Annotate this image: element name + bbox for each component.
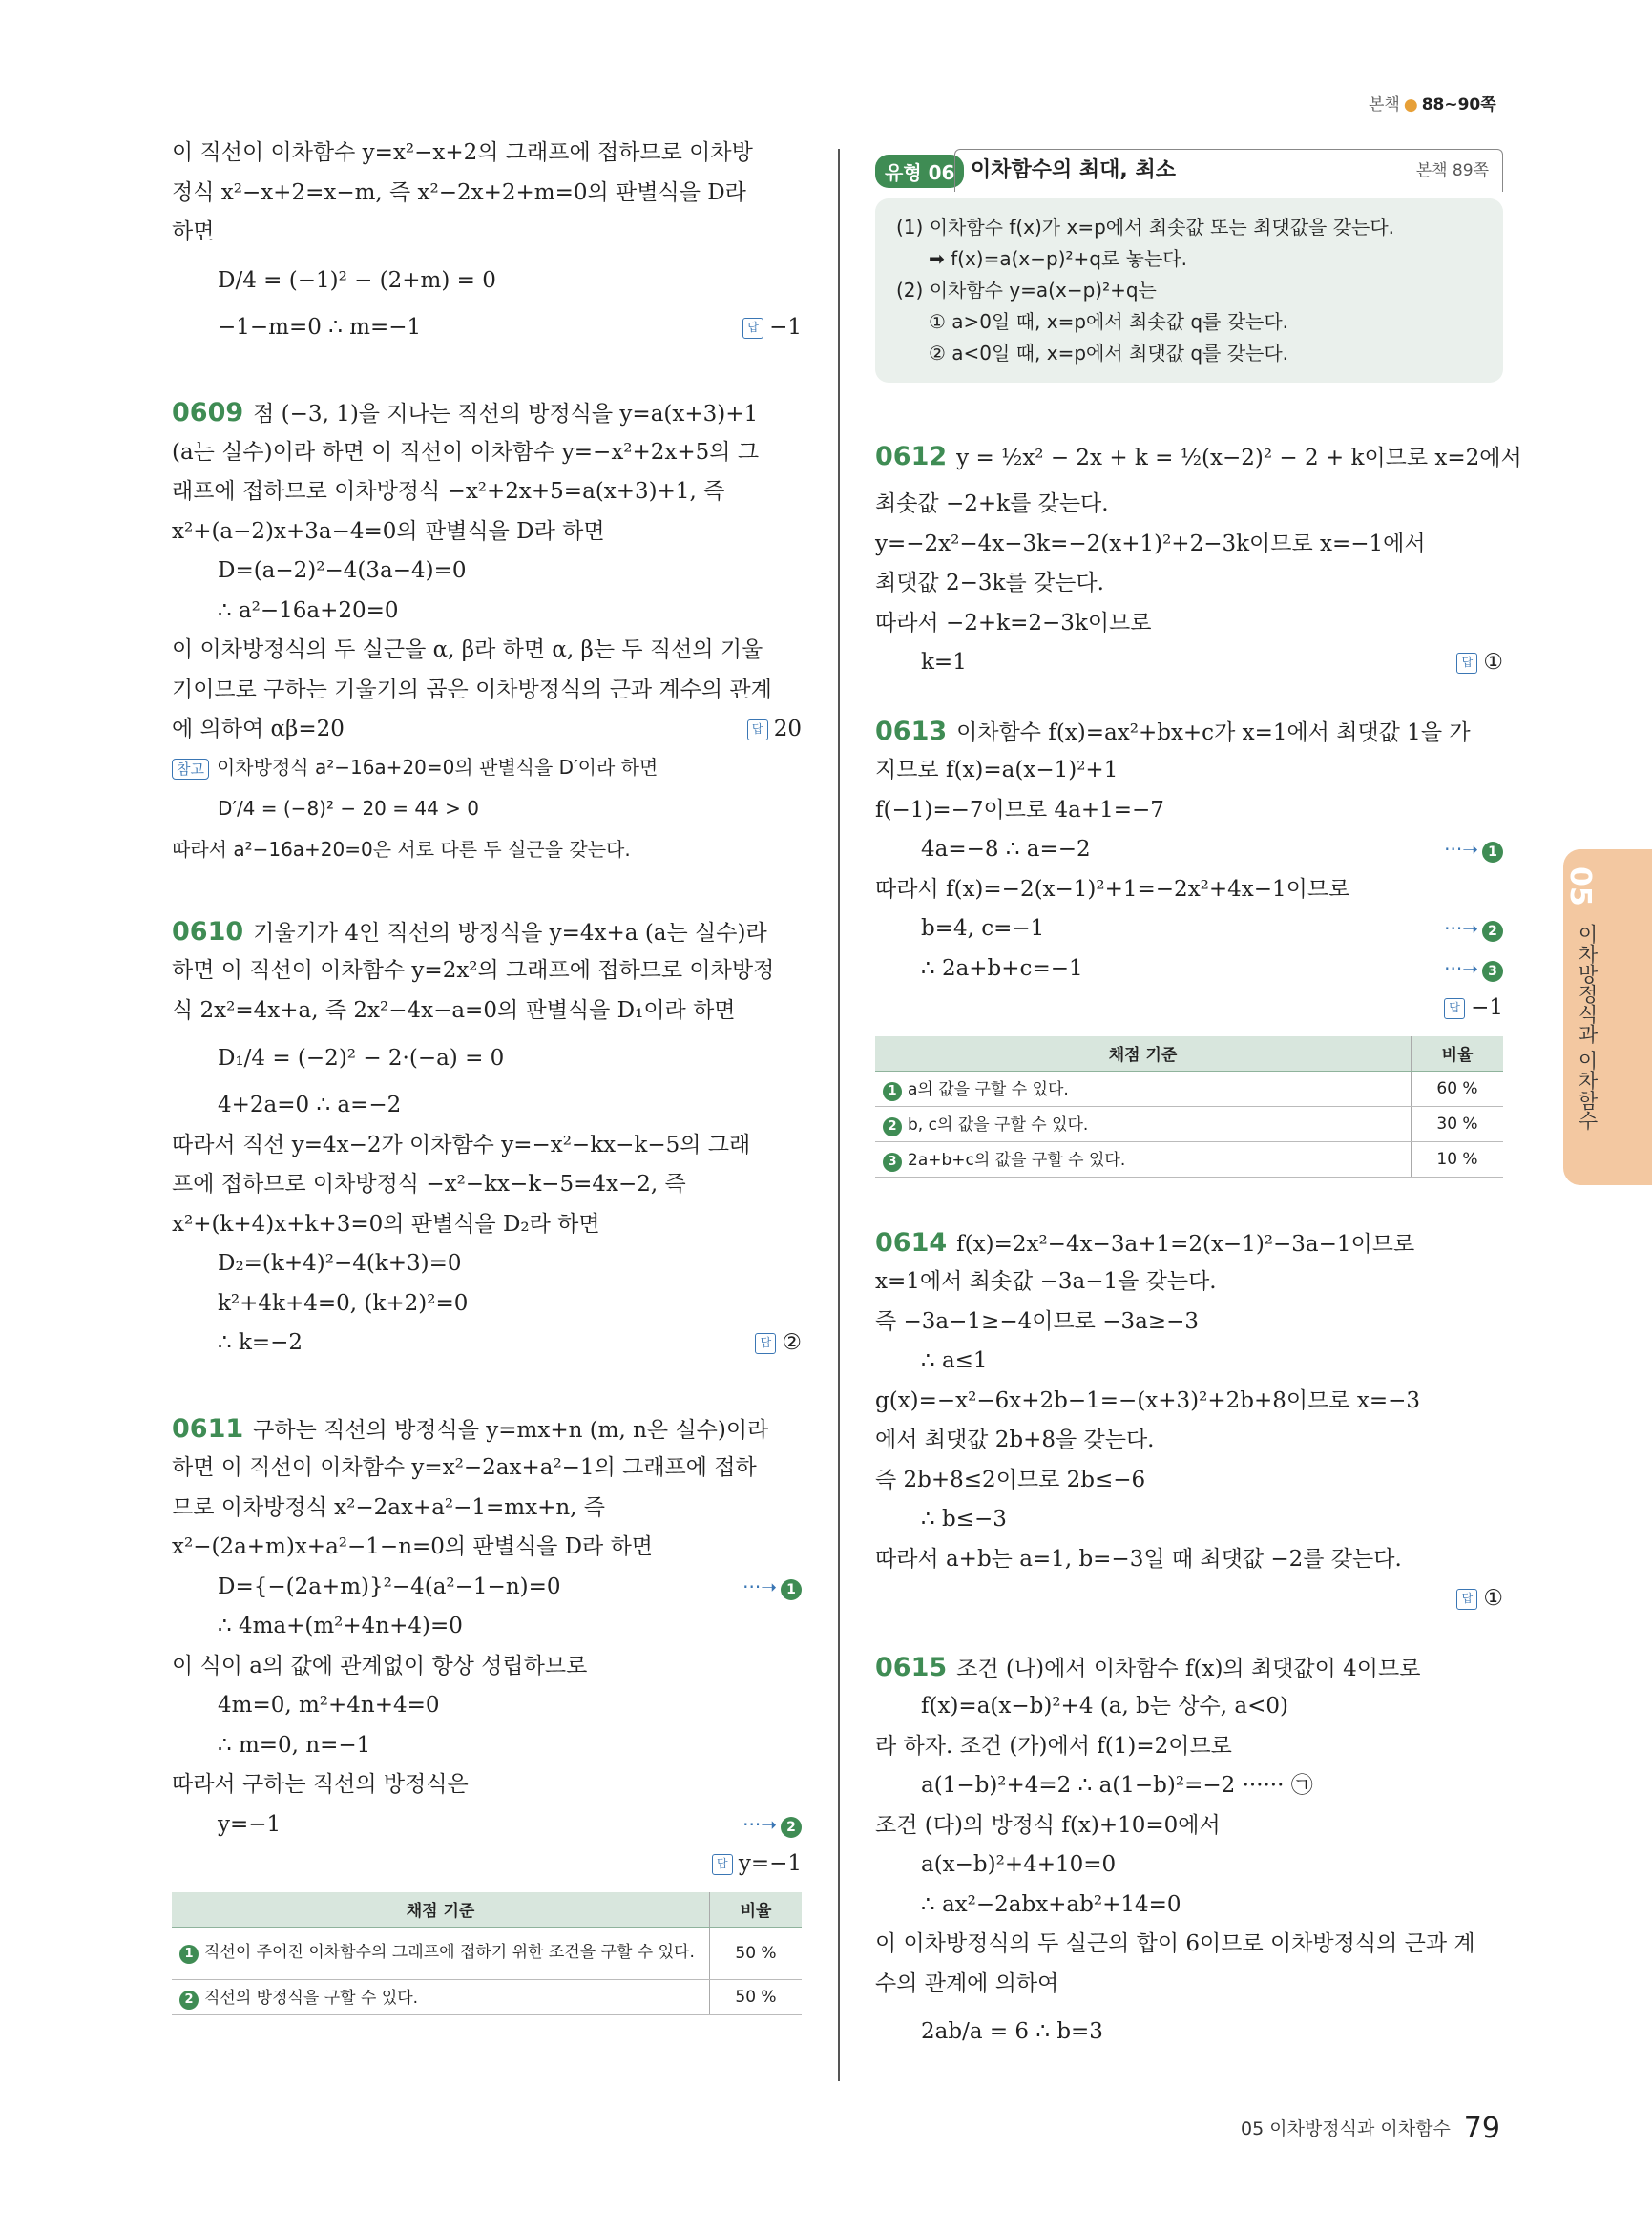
step-arrow-icon: ···➝: [742, 1574, 777, 1598]
text-line: 따라서 직선 y=4x−2가 이차함수 y=−x²−kx−k−5의 그래: [172, 1132, 751, 1157]
answer-icon: 답: [1456, 1589, 1477, 1610]
table-header-cell: 비율: [710, 1892, 803, 1928]
table-cell: 10 %: [1412, 1141, 1504, 1177]
criteria-number: 2: [883, 1117, 902, 1136]
type-title-text: 이차함수의 최대, 최소: [971, 158, 1176, 182]
equation-line: [875, 909, 1503, 949]
equation-line: ∴ a≤1: [921, 1348, 988, 1373]
equation-line: [172, 308, 802, 348]
step-marker: [1444, 949, 1503, 990]
text: 기울기가 4인 직선의 방정식을 y=4x+a (a는 실수)라: [253, 920, 767, 946]
text-line: 에서 최댓값 2b+8을 갖는다.: [875, 1428, 1155, 1452]
problem-0615: [875, 1648, 1503, 2060]
equation-line: 4m=0, m²+4n+4=0: [218, 1693, 440, 1718]
criteria-number: 1: [883, 1082, 902, 1101]
answer: [1456, 1579, 1503, 1619]
answer-icon: 답: [742, 318, 763, 339]
criteria-number: 2: [179, 1991, 199, 2010]
answer-line: [875, 1579, 1503, 1619]
text-line: x=1에서 최솟값 −3a−1을 갖는다.: [875, 1269, 1217, 1294]
type-line: ② a<0일 때, x=p에서 최댓값 q를 갖는다.: [929, 342, 1289, 365]
text-line: [875, 1648, 1503, 1688]
text-line: 최댓값 2−3k를 갖는다.: [875, 571, 1104, 595]
chapter-tab-number: 05: [1563, 866, 1597, 907]
text-line: 기이므로 구하는 기울기의 곱은 이차방정식의 근과 계수의 관계: [172, 677, 772, 702]
equation-line: k²+4k+4=0, (k+2)²=0: [218, 1290, 469, 1316]
text-line: [875, 1223, 1503, 1263]
text-line: 즉 2b+8≤2이므로 2b≤−6: [875, 1467, 1146, 1492]
type-line: (1) 이차함수 f(x)가 x=p에서 최솟값 또는 최댓값을 갖는다.: [896, 216, 1395, 239]
equation-text: b=4, c=−1: [921, 916, 1045, 941]
problem-0610: [172, 912, 802, 1364]
criteria-text: 직선의 방정식을 구할 수 있다.: [204, 1989, 419, 2008]
text-line: g(x)=−x²−6x+2b−1=−(x+3)²+2b+8이므로 x=−3: [875, 1387, 1421, 1413]
problem-number: 0612: [875, 442, 948, 471]
type-title: [954, 149, 1503, 192]
criteria-number: 3: [883, 1153, 902, 1172]
problem-number: 0611: [172, 1413, 244, 1444]
note-text: 이차방정식 a²−16a+20=0의 판별식을 D′이라 하면: [216, 755, 659, 779]
answer: [1456, 643, 1503, 683]
criteria-text: a의 값을 구할 수 있다.: [908, 1080, 1069, 1099]
answer: [755, 1324, 802, 1364]
equation-line: [172, 1568, 802, 1608]
table-row: [875, 1106, 1503, 1141]
criteria-number: 1: [179, 1945, 199, 1964]
text-line: 수의 관계에 의하여: [875, 1970, 1059, 1996]
equation-text: ∴ 2a+b+c=−1: [921, 955, 1083, 981]
note-line: [172, 750, 802, 784]
problem-0613: [875, 712, 1503, 1178]
equation-line: ∴ m=0, n=−1: [218, 1732, 371, 1758]
equation-line: [875, 643, 1503, 683]
answer: [1444, 989, 1503, 1029]
text-line: [172, 393, 802, 433]
equation-line: D/4 = (−1)² − (2+m) = 0: [218, 267, 496, 293]
text: 이차함수 f(x)=ax²+bx+c가 x=1에서 최댓값 1을 가: [956, 719, 1471, 745]
text-line: 래프에 접하므로 이차방정식 −x²+2x+5=a(x+3)+1, 즉: [172, 479, 725, 504]
step-number: 2: [1482, 921, 1503, 942]
text-line: 이 이차방정식의 두 실근을 α, β라 하면 α, β는 두 직선의 기울: [172, 637, 763, 662]
equation-line: ∴ 4ma+(m²+4n+4)=0: [218, 1614, 463, 1638]
text: 에 의하여 αβ=20: [172, 717, 345, 741]
answer-value: ①: [1483, 1586, 1503, 1611]
type-box: [875, 149, 1503, 383]
scoring-table: [875, 1036, 1503, 1178]
column-divider: [838, 149, 840, 2081]
text-line: x²−(2a+m)x+a²−1−n=0의 판별식을 D라 하면: [172, 1534, 654, 1559]
problem-number: 0610: [172, 916, 244, 947]
answer-line: [172, 1845, 802, 1885]
equation-line: f(x)=a(x−b)²+4 (a, b는 상수, a<0): [921, 1694, 1288, 1719]
note-equation: D′/4 = (−8)² − 20 = 44 > 0: [218, 796, 480, 820]
text-line: 하면 이 직선이 이차함수 y=x²−2ax+a²−1의 그래프에 접하: [172, 1455, 757, 1480]
answer-line: [875, 989, 1503, 1029]
problem-number: 0613: [875, 716, 948, 746]
text-line: x²+(k+4)x+k+3=0의 판별식을 D₂라 하면: [172, 1211, 600, 1237]
text-line: 즉 −3a−1≥−4이므로 −3a≥−3: [875, 1308, 1199, 1334]
equation-line: [172, 1805, 802, 1845]
table-row: [875, 1141, 1503, 1177]
footer-chapter: 05 이차방정식과 이차함수: [1241, 2118, 1451, 2139]
table-cell: [875, 1071, 1412, 1106]
text-line: 따라서 구하는 직선의 방정식은: [172, 1772, 469, 1797]
text-line: [172, 912, 802, 952]
header-pages: 88~90쪽: [1421, 95, 1496, 115]
type-body: [875, 198, 1503, 383]
text-line: 므로 이차방정식 x²−2ax+a²−1=mx+n, 즉: [172, 1494, 606, 1520]
step-arrow-icon: ···➝: [1444, 838, 1478, 861]
text-line: [875, 429, 1522, 485]
text: y = ½x² − 2x + k = ½(x−2)² − 2 + k이므로 x=2에서: [956, 446, 1522, 470]
text-line: 이 이차방정식의 두 실근의 합이 6이므로 이차방정식의 근과 계: [875, 1931, 1475, 1956]
text-line: 따라서 −2+k=2−3k이므로: [875, 610, 1152, 636]
left-column: [172, 134, 802, 2015]
equation-line: a(1−b)²+4=2 ∴ a(1−b)²=−2 ······ ㉠: [921, 1773, 1313, 1798]
equation-line: D=(a−2)²−4(3a−4)=0: [218, 558, 467, 583]
answer-value: 20: [773, 717, 802, 741]
right-column: [875, 429, 1522, 2059]
step-number: 2: [781, 1817, 802, 1838]
table-row: [875, 1071, 1503, 1106]
table-header-cell: 채점 기준: [172, 1892, 710, 1928]
step-number: 1: [1482, 842, 1503, 863]
answer-value: y=−1: [738, 1851, 802, 1876]
header-prefix: 본책: [1369, 95, 1400, 115]
table-cell: [875, 1141, 1412, 1177]
answer-value: ①: [1483, 650, 1503, 675]
equation-text: y=−1: [218, 1811, 282, 1837]
text-line: 프에 접하므로 이차방정식 −x²−kx−k−5=4x−2, 즉: [172, 1172, 686, 1197]
equation-line: a(x−b)²+4+10=0: [921, 1852, 1117, 1877]
text-line: 이 직선이 이차함수 y=x²−x+2의 그래프에 접하므로 이차방: [172, 140, 753, 165]
chapter-tab-title: 이차방정식과 이차함수: [1576, 924, 1599, 1131]
header-dot-icon: ●: [1403, 95, 1418, 115]
equation-text: 4a=−8 ∴ a=−2: [921, 837, 1091, 862]
type-line: ① a>0일 때, x=p에서 최솟값 q를 갖는다.: [929, 310, 1289, 333]
table-cell: [875, 1106, 1412, 1141]
step-arrow-icon: ···➝: [742, 1812, 777, 1836]
problem-number: 0609: [172, 398, 244, 427]
text-line: [875, 712, 1503, 752]
answer: [712, 1845, 802, 1885]
problem-number: 0615: [875, 1652, 948, 1682]
equation-line: 2ab/a = 6 ∴ b=3: [921, 2019, 1103, 2044]
answer-value: −1: [769, 314, 802, 340]
text-line: [172, 710, 802, 750]
step-marker: [1444, 830, 1503, 870]
problem-0614: [875, 1223, 1503, 1619]
text-line: 따라서 f(x)=−2(x−1)²+1=−2x²+4x−1이므로: [875, 876, 1350, 902]
criteria-text: b, c의 값을 구할 수 있다.: [908, 1116, 1089, 1135]
text-line: y=−2x²−4x−3k=−2(x+1)²+2−3k이므로 x=−1에서: [875, 531, 1426, 556]
equation-line: ∴ ax²−2abx+ab²+14=0: [921, 1891, 1181, 1917]
table-header: [172, 1892, 802, 1928]
equation-line: D₂=(k+4)²−4(k+3)=0: [218, 1251, 462, 1276]
equation-line: ∴ b≤−3: [921, 1507, 1007, 1532]
note-tag: 참고: [172, 759, 209, 780]
equation-text: −1−m=0 ∴ m=−1: [218, 314, 422, 340]
equation-line: [875, 830, 1503, 870]
table-cell: 50 %: [710, 1927, 803, 1979]
equation-line: ∴ a²−16a+20=0: [218, 597, 399, 623]
answer-icon: 답: [1444, 998, 1465, 1019]
equation-line: 4+2a=0 ∴ a=−2: [218, 1093, 402, 1117]
answer-icon: 답: [755, 1333, 776, 1354]
answer-icon: 답: [1456, 653, 1477, 674]
step-arrow-icon: ···➝: [1444, 917, 1478, 940]
table-cell: 60 %: [1412, 1071, 1504, 1106]
table-header: [875, 1036, 1503, 1072]
answer: [747, 710, 802, 750]
table-row: [172, 1979, 802, 2014]
problem-0611: [172, 1409, 802, 2015]
scoring-table: [172, 1892, 802, 2015]
text-line: x²+(a−2)x+3a−4=0의 판별식을 D라 하면: [172, 518, 605, 544]
text-line: 식 2x²=4x+a, 즉 2x²−4x−a=0의 판별식을 D₁이라 하면: [172, 997, 736, 1023]
equation-text: D={−(2a+m)}²−4(a²−1−n)=0: [218, 1574, 561, 1599]
equation-line: D₁/4 = (−2)² − 2·(−a) = 0: [218, 1046, 505, 1071]
table-header-cell: 채점 기준: [875, 1036, 1412, 1072]
table-row: [172, 1927, 802, 1979]
type-line: (2) 이차함수 y=a(x−p)²+q는: [896, 279, 1157, 302]
equation-line: [875, 949, 1503, 990]
table-cell: 50 %: [710, 1979, 803, 2014]
type-header: [875, 149, 1503, 193]
page-number: 79: [1463, 2112, 1500, 2145]
equation-text: k=1: [921, 650, 967, 675]
table-header-cell: 비율: [1412, 1036, 1504, 1072]
equation-text: ∴ k=−2: [218, 1330, 303, 1355]
step-marker: [1444, 909, 1503, 949]
step-number: 3: [1482, 961, 1503, 982]
table-cell: [172, 1927, 710, 1979]
step-marker: [742, 1805, 802, 1845]
table-cell: [172, 1979, 710, 2014]
text-line: 최솟값 −2+k를 갖는다.: [875, 491, 1109, 516]
answer-value: ②: [782, 1330, 802, 1355]
type-line: ➡ f(x)=a(x−p)²+q로 놓는다.: [929, 247, 1187, 270]
text-line: 이 식이 a의 값에 관계없이 항상 성립하므로: [172, 1653, 588, 1678]
text-line: [172, 1409, 802, 1449]
criteria-text: 직선이 주어진 이차함수의 그래프에 접하기 위한 조건을 구할 수 있다.: [204, 1943, 695, 1962]
type-ref: 본책 89쪽: [1415, 161, 1489, 180]
page-footer: [1241, 2112, 1500, 2145]
text-line: 하면 이 직선이 이차함수 y=2x²의 그래프에 접하므로 이차방정: [172, 958, 775, 983]
answer-value: −1: [1471, 995, 1503, 1020]
type-badge: 유형 06: [875, 155, 964, 188]
text-line: f(−1)=−7이므로 4a+1=−7: [875, 797, 1164, 823]
intro-solution: [172, 134, 802, 347]
header-page-ref: [1369, 91, 1496, 115]
step-marker: [742, 1568, 802, 1608]
text-line: 지므로 f(x)=a(x−1)²+1: [875, 758, 1119, 782]
text: 점 (−3, 1)을 지나는 직선의 방정식을 y=a(x+3)+1: [253, 402, 759, 427]
criteria-text: 2a+b+c의 값을 구할 수 있다.: [908, 1151, 1126, 1170]
text-line: (a는 실수)이라 하면 이 직선이 이차함수 y=−x²+2x+5의 그: [172, 439, 760, 465]
text-line: 하면: [172, 219, 215, 244]
answer-icon: 답: [747, 719, 768, 740]
problem-0609: [172, 393, 802, 866]
problem-0612: [875, 429, 1522, 683]
step-number: 1: [781, 1579, 802, 1600]
problem-number: 0614: [875, 1227, 948, 1258]
table-cell: 30 %: [1412, 1106, 1504, 1141]
step-arrow-icon: ···➝: [1444, 956, 1478, 980]
text: f(x)=2x²−4x−3a+1=2(x−1)²−3a−1이므로: [956, 1231, 1415, 1257]
text-line: 라 하자. 조건 (가)에서 f(1)=2이므로: [875, 1733, 1232, 1759]
equation-line: [172, 1324, 802, 1364]
answer-icon: 답: [712, 1854, 733, 1875]
answer: [742, 308, 802, 348]
text-line: 정식 x²−x+2=x−m, 즉 x²−2x+2+m=0의 판별식을 D라: [172, 179, 746, 205]
text-line: 조건 (다)의 방정식 f(x)+10=0에서: [875, 1812, 1221, 1838]
text: 조건 (나)에서 이차함수 f(x)의 최댓값이 4이므로: [956, 1656, 1421, 1681]
text: 구하는 직선의 방정식을 y=mx+n (m, n은 실수)이라: [253, 1417, 769, 1443]
note-text: 따라서 a²−16a+20=0은 서로 다른 두 실근을 갖는다.: [172, 837, 631, 861]
text-line: 따라서 a+b는 a=1, b=−3일 때 최댓값 −2를 갖는다.: [875, 1546, 1402, 1572]
